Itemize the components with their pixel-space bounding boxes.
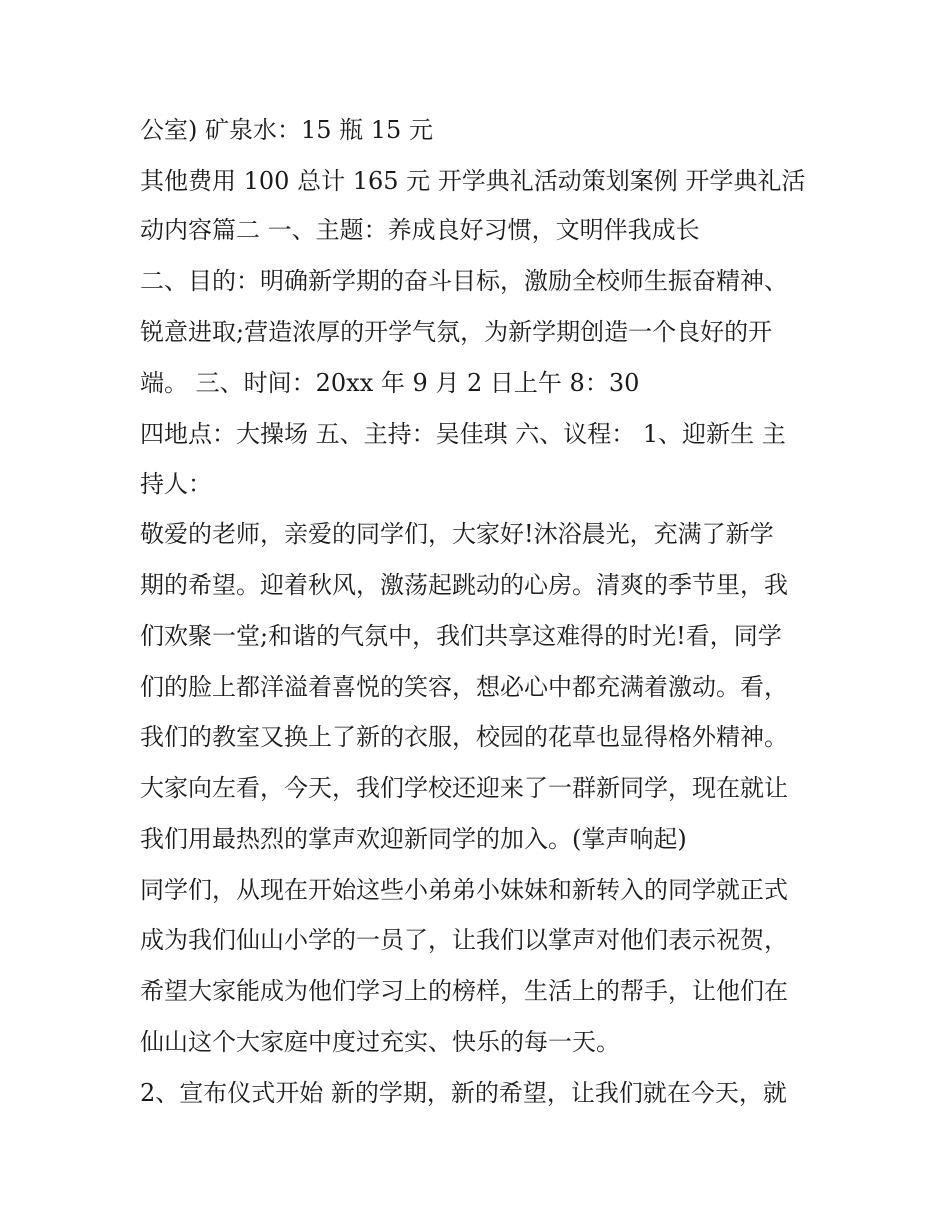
text-line: 成为我们仙山小学的一员了，让我们以掌声对他们表示祝贺， <box>140 926 788 954</box>
text-line: 端。 三、时间：20xx 年 9 月 2 日上午 8：30 <box>140 369 640 397</box>
text-line: 锐意进取;营造浓厚的开学气氛，为新学期创造一个良好的开 <box>140 318 773 346</box>
text-line: 希望大家能成为他们学习上的榜样，生活上的帮手，让他们在 <box>140 977 788 1005</box>
text-line: 二、目的：明确新学期的奋斗目标，激励全校师生振奋精神、 <box>140 267 788 295</box>
text-line: 大家向左看，今天，我们学校还迎来了一群新同学，现在就让 <box>140 774 788 802</box>
text-line: 期的希望。迎着秋风，激荡起跳动的心房。清爽的季节里，我 <box>140 571 788 599</box>
text-line: 们的脸上都洋溢着喜悦的笑容，想必心中都充满着激动。看， <box>140 673 788 701</box>
text-line: 动内容篇二 一、主题：养成良好习惯，文明伴我成长 <box>140 216 700 244</box>
text-line: 其他费用 100 总计 165 元 开学典礼活动策划案例 开学典礼活 <box>140 167 806 195</box>
text-line: 同学们，从现在开始这些小弟弟小妹妹和新转入的同学就正式 <box>140 876 788 904</box>
text-line: 敬爱的老师，亲爱的同学们，大家好!沐浴晨光，充满了新学 <box>140 520 774 548</box>
text-line: 持人： <box>140 470 212 498</box>
text-line: 公室) 矿泉水：15 瓶 15 元 <box>140 116 433 144</box>
text-line: 仙山这个大家庭中度过充实、快乐的每一天。 <box>140 1028 620 1056</box>
text-line: 2、宣布仪式开始 新的学期，新的希望，让我们就在今天，就 <box>140 1079 787 1107</box>
text-line: 们欢聚一堂;和谐的气氛中，我们共享这难得的时光!看，同学 <box>140 622 782 650</box>
text-line: 四地点：大操场 五、主持：吴佳琪 六、议程： 1、迎新生 主 <box>140 420 786 448</box>
text-line: 我们的教室又换上了新的衣服，校园的花草也显得格外精神。 <box>140 723 788 751</box>
text-line: 我们用最热烈的掌声欢迎新同学的加入。(掌声响起) <box>140 825 687 853</box>
